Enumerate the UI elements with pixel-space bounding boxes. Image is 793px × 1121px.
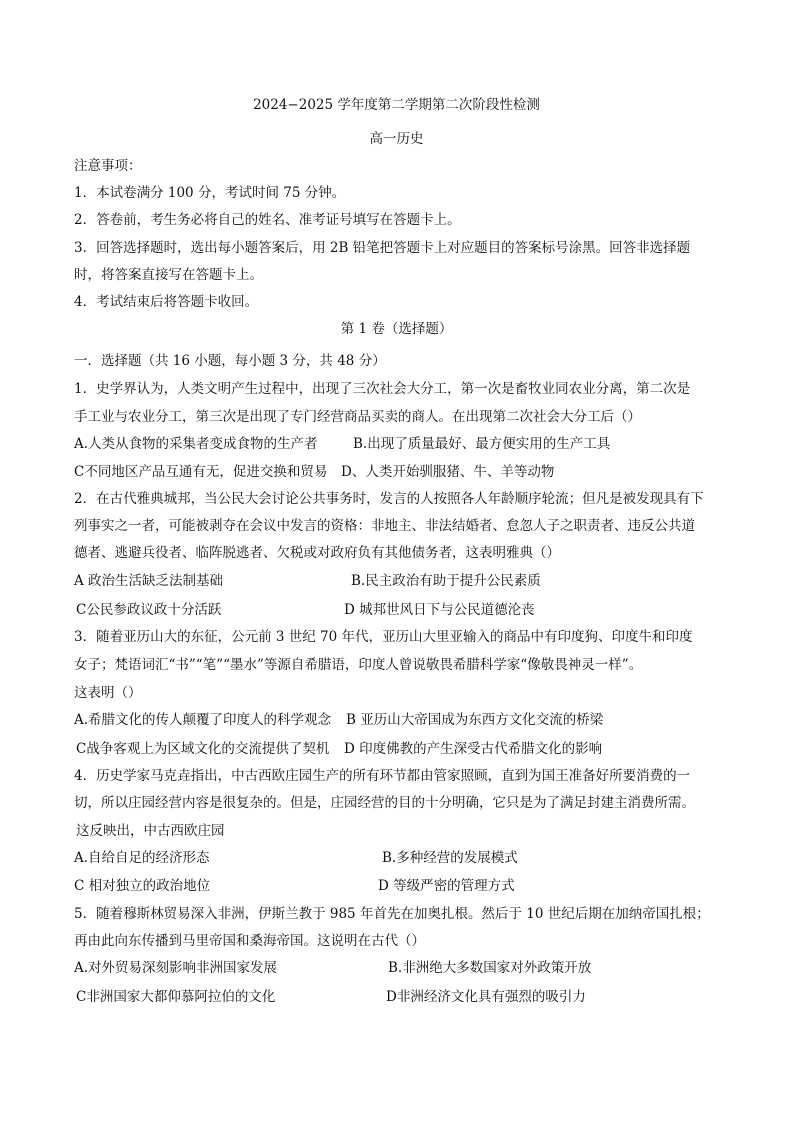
question-5-stem: 再由此向东传播到马里帝国和桑海帝国。这说明在古代（） (74, 933, 425, 949)
question-3-option-a: A.希腊文化的传人颠覆了印度人的科学观念 (74, 712, 332, 728)
question-2-option-d: D 城邦世风日下与公民道德沦丧 (344, 602, 535, 618)
question-3-stem: 这表明（） (74, 685, 142, 701)
question-2-stem: 列事实之一者，可能被剥夺在会议中发言的资格：非地主、非法结婚者、怠忽人子之职责者、违反公共道 (74, 518, 695, 534)
question-2-stem: 德者、逃避兵役者、临阵脱逃者、欠税或对政府负有其他债务者，这表明雅典（） (74, 545, 560, 561)
question-4-stem: 4．历史学家马克垚指出，中古西欧庄园生产的所有环节都由管家照顾，直到为国王准备好所要消费的一 (74, 768, 691, 784)
notice-heading: 注意事项： (74, 158, 142, 174)
question-2-option-c: C公民参政议政十分活跃 (76, 602, 222, 618)
section-title: 第 1 卷（选择题） (340, 321, 453, 337)
question-3-stem: 3．随着亚历山大的东征，公元前 3 世纪 70 年代，亚历山大里亚输入的商品中有印度狗、印度牛和印度 (74, 629, 693, 645)
question-2-option-b: B.民主政治有助于提升公民素质 (351, 573, 541, 589)
question-4-stem: 这反映出，中古西欧庄园 (76, 823, 225, 839)
notice-item: 3．回答选择题时，选出每小题答案后，用 2B 铅笔把答题卡上对应题目的答案标号涂黑。回答非选择题 (74, 240, 691, 256)
question-5-option-b: B.非洲绝大多数国家对外政策开放 (388, 960, 592, 976)
question-1-option-b: B.出现了质量最好、最方便实用的生产工具 (353, 436, 611, 452)
question-5-option-a: A.对外贸易深刻影响非洲国家发展 (74, 960, 278, 976)
question-1-stem: 手工业与农业分工，第三次是出现了专门经营商品买卖的商人。在出现第二次社会大分工后（） (74, 409, 641, 425)
question-4-option-a: A.自给自足的经济形态 (74, 850, 210, 866)
question-5-stem: 5．随着穆斯林贸易深入非洲，伊斯兰教于 985 年首先在加奥扎根。然后于 10 世纪后期在加纳帝国扎根； (74, 906, 710, 922)
question-2-stem: 2．在古代雅典城邦，当公民大会讨论公共事务时，发言的人按照各人年龄顺序轮流；但凡是被发现具有下 (74, 491, 704, 507)
notice-item: 1．本试卷满分 100 分，考试时间 75 分钟。 (74, 185, 346, 201)
question-3-option-b: B 亚历山大帝国成为东西方文化交流的桥梁 (346, 712, 604, 728)
exam-title: 2024−2025 学年度第二学期第二次阶段性检测 (253, 97, 540, 113)
question-1-stem: 1．史学界认为，人类文明产生过程中，出现了三次社会大分工，第一次是畜牧业同农业分离，第二次是 (74, 381, 691, 397)
question-4-option-b: B.多种经营的发展模式 (382, 850, 518, 866)
question-4-option-d: D 等级严密的管理方式 (378, 878, 515, 894)
question-3-option-d: D 印度佛教的产生深受古代希腊文化的影响 (344, 741, 603, 757)
question-1-option-d: D、人类开始驯服猪、牛、羊等动物 (341, 464, 555, 480)
question-3-option-c: C战争客观上为区域文化的交流提供了契机 (76, 741, 330, 757)
exam-subject: 高一历史 (369, 131, 424, 147)
notice-item: 2．答卷前，考生务必将自己的姓名、准考证号填写在答题卡上。 (74, 212, 461, 228)
question-2-option-a: A 政治生活缺乏法制基础 (74, 573, 224, 589)
notice-item-continued: 时，将答案直接写在答题卡上。 (74, 267, 263, 283)
question-1-option-a: A.人类从食物的采集者变成食物的生产者 (74, 436, 318, 452)
question-3-stem: 女子；梵语词汇“书”“笔”“墨水”等源自希腊语，印度人曾说敬畏希腊科学家“像敬畏神灵一样”。 (74, 657, 643, 673)
question-5-option-c: C非洲国家大都仰慕阿拉伯的文化 (76, 989, 276, 1005)
question-5-option-d: D非洲经济文化具有强烈的吸引力 (386, 989, 586, 1005)
section-instruction: 一．选择题（共 16 小题，每小题 3 分，共 48 分） (74, 353, 386, 369)
question-1-option-c: C不同地区产品互通有无，促进交换和贸易 (74, 464, 328, 480)
question-4-option-c: C 相对独立的政治地位 (74, 878, 211, 894)
notice-item: 4．考试结束后将答题卡收回。 (74, 294, 259, 310)
question-4-stem: 切，所以庄园经营内容是很复杂的。但是，庄园经营的目的十分明确，它只是为了满足封建主消费所需。 (74, 795, 695, 811)
